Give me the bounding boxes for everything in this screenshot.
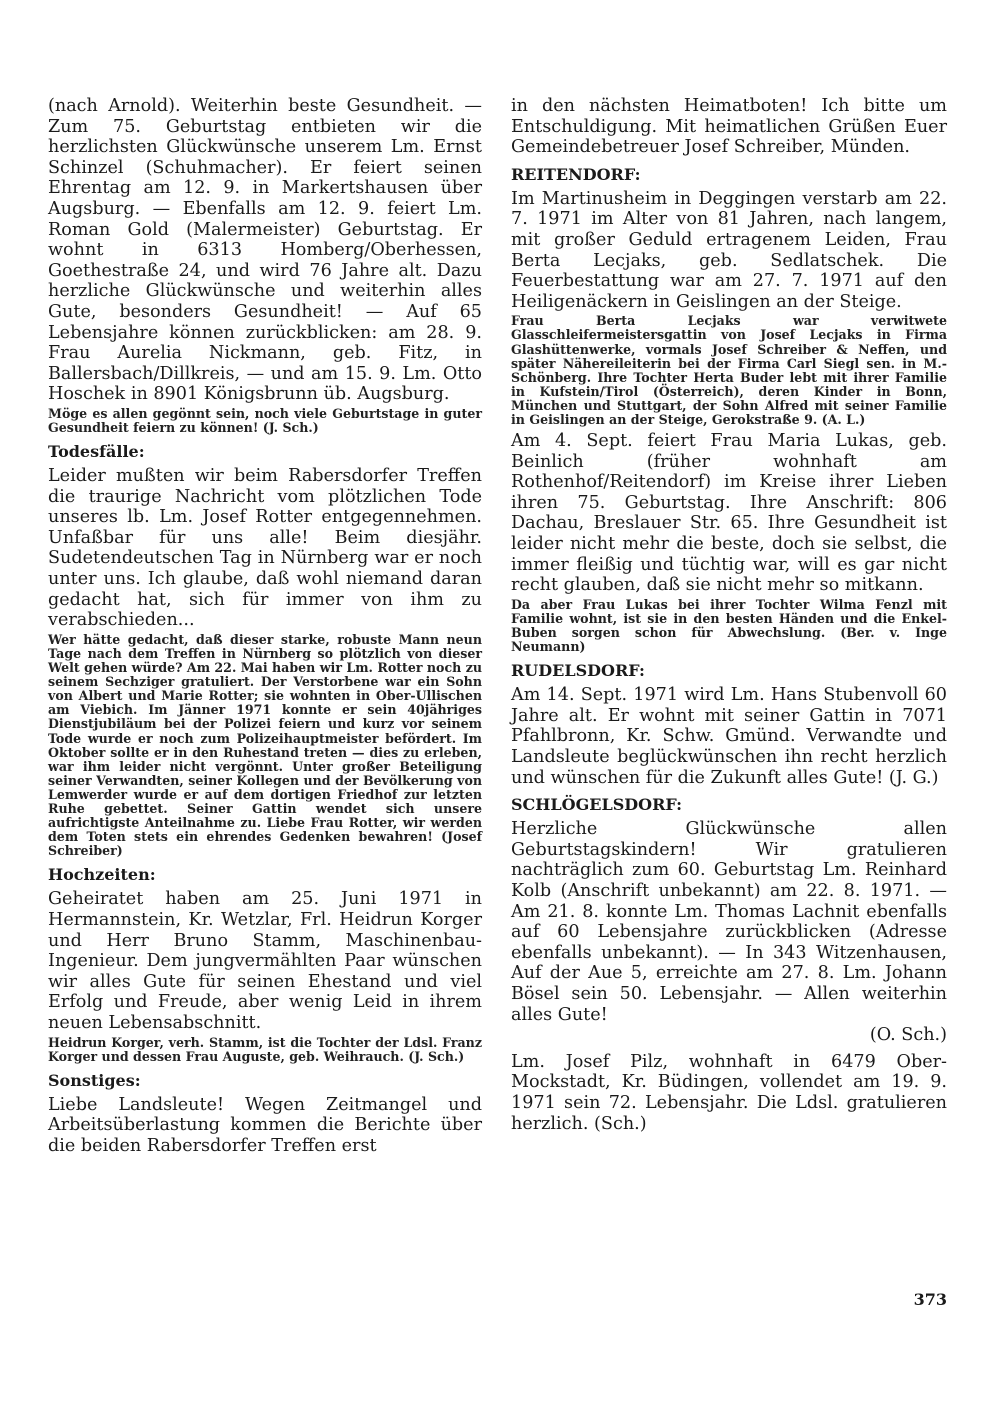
paragraph-reitendorf-1: Im Martinusheim in Deggingen verstarb am 22. 7. 1971 im Alter von 81 Jahren, nach langem, mit großer Geduld ertragenem Leiden, Frau Berta Lecjaks, geb. Sedlatschek. Die Feuerbestattung war am 27. 7. 1971 auf den Heiligenäckern in Geislingen an der Steige. <box>511 188 947 312</box>
signature-schloegelsdorf-1: (O. Sch.) <box>869 1025 947 1046</box>
note-hochzeiten: Heidrun Korger, verh. Stamm, ist die Tochter der Ldsl. Franz Korger und dessen Frau Auguste, geb. Weihrauch. (J. Sch.) <box>48 1034 482 1064</box>
paragraph-todesfaelle: Leider mußten wir beim Rabersdorfer Treffen die traurige Nachricht vom plötzlichen Tode unseres lb. Lm. Josef Rotter entgegennehmen. Unfaßbar für uns alle! Beim diesjähr. Sudetendeutschen Tag in Nürnberg war er noch unter uns. Ich glaube, daß wohl niemand daran gedacht hat, sich für immer von ihm zu verabschieden... <box>48 466 482 631</box>
left-column <box>48 96 482 1156</box>
heading-hochzeiten: Hochzeiten: <box>48 865 156 885</box>
heading-schloegelsdorf: SCHLÖGELSDORF: <box>511 795 683 815</box>
heading-sonstiges: Sonstiges: <box>48 1070 141 1090</box>
paragraph-schloegelsdorf-1: Herzliche Glückwünsche allen Geburtstagskindern! Wir gratulieren nachträglich zum 60. Geburtstag Lm. Reinhard Kolb (Anschrift unbekannt) am 22. 8. 1971. — Am 21. 8. konnte Lm. Thomas Lachnit ebenfalls auf 60 Lebensjahre zurückblicken (Adresse ebenfalls unbekannt). — In 343 Witzenhausen, Auf der Aue 5, erreichte am 27. 8. Lm. Johann Bösel sein 50. Lebensjahr. — Allen weiterhin alles Gute! <box>511 819 947 1025</box>
heading-reitendorf: REITENDORF: <box>511 164 641 184</box>
paragraph-sonstiges-continued: in den nächsten Heimatboten! Ich bitte um Entschuldigung. Mit heimatlichen Grüßen Euer Gemeindebetreuer Josef Schreiber, Münden. <box>511 96 947 158</box>
note-reitendorf-1: Frau Berta Lecjaks war verwitwete Glasschleifermeistersgattin von Josef Lecjaks in Firma Glashüttenwerke, vormals Josef Schreiber & Neffen, und später Nähereileiterin bei der Firma Carl Siegl sen. in M.-Schönberg. Ihre Tochter Herta Buder lebt mit ihrer Familie in Kufstein/Tirol (Österreich), deren Kinder in Bonn, München und Stuttgart, der Sohn Alfred mit seiner Familie in Geislingen an der Steige, Gerokstraße 9. (A. L.) <box>511 313 947 427</box>
paragraph-birthdays-continued: (nach Arnold). Weiterhin beste Gesundheit. — Zum 75. Geburtstag entbieten wir die herzlichsten Glückwünsche unserem Lm. Ernst Schinzel (Schuhmacher). Er feiert seinen Ehrentag am 12. 9. in Markertshausen über Augsburg. — Ebenfalls am 12. 9. feiert Lm. Roman Gold (Malermeister) Geburtstag. Er wohnt in 6313 Homberg/Oberhessen, Goethestraße 24, und wird 76 Jahre alt. Dazu herzliche Glückwünsche und weiterhin alles Gute, besonders Gesundheit! — Auf 65 Lebensjahre können zurückblicken: am 28. 9. Frau Aurelia Nickmann, geb. Fitz, in Ballersbach/Dillkreis, — und am 15. 9. Lm. Otto Hoschek in 8901 Königsbrunn üb. Augsburg. <box>48 96 482 405</box>
heading-todesfaelle: Todesfälle: <box>48 442 145 462</box>
note-birthdays: Möge es allen gegönnt sein, noch viele Geburtstage in guter Gesundheit feiern zu können! (J. Sch.) <box>48 405 482 435</box>
paragraph-rudelsdorf: Am 14. Sept. 1971 wird Lm. Hans Stubenvoll 60 Jahre alt. Er wohnt mit seiner Gattin in 7071 Pfahlbronn, Kr. Schw. Gmünd. Verwandte und Landsleute beglückwünschen ihn recht herzlich und wünschen für die Zukunft alles Gute! (J. G.) <box>511 685 947 788</box>
paragraph-reitendorf-2: Am 4. Sept. feiert Frau Maria Lukas, geb. Beinlich (früher wohnhaft am Rothenhof/Reitendorf) im Kreise ihrer Lieben ihren 75. Geburtstag. Ihre Anschrift: 806 Dachau, Breslauer Str. 65. Ihre Gesundheit ist leider nicht mehr die beste, doch sie selbst, die immer fleißig und tüchtig war, will es gar nicht recht glauben, daß sie nicht mehr so mitkann. <box>511 431 947 596</box>
paragraph-hochzeiten: Geheiratet haben am 25. Juni 1971 in Hermannstein, Kr. Wetzlar, Frl. Heidrun Korger und Herr Bruno Stamm, Maschinenbau-Ingenieur. Dem jungvermählten Paar wünschen wir alles Gute für seinen Ehestand und viel Erfolg und Freude, aber wenig Leid in ihrem neuen Lebensabschnitt. <box>48 889 482 1033</box>
heading-rudelsdorf: RUDELSDORF: <box>511 661 645 681</box>
page-number: 373 <box>913 1290 947 1309</box>
note-todesfaelle: Wer hätte gedacht, daß dieser starke, robuste Mann neun Tage nach dem Treffen in Nürnberg so plötzlich von dieser Welt gehen würde? Am 22. Mai haben wir Lm. Rotter noch zu seinem Sechziger gratuliert. Der Verstorbene war ein Sohn von Albert und Marie Rotter; sie wohnten in Ober-Ullischen am Viebich. Im Jänner 1971 konnte er sein 40jähriges Dienstjubiläum bei der Polizei feiern und kurz vor seinem Tode wurde er noch zum Polizeihauptmeister befördert. Im Oktober sollte er in den Ruhestand treten — dies zu erleben, war ihm leider nicht vergönnt. Unter großer Beteiligung seiner Verwandten, seiner Kollegen und der Bevölkerung von Lemwerder wurde er auf dem dortigen Friedhof zur letzten Ruhe gebettet. Seiner Gattin wendet sich unsere aufrichtigste Anteilnahme zu. Liebe Frau Rotter, wir werden dem Toten stets ein ehrendes Gedenken bewahren! (Josef Schreiber) <box>48 631 482 859</box>
right-column <box>511 96 947 1134</box>
paragraph-schloegelsdorf-2: Lm. Josef Pilz, wohnhaft in 6479 Ober-Mockstadt, Kr. Büdingen, vollendet am 19. 9. 1971 sein 72. Lebensjahr. Die Ldsl. gratulieren herzlich. (Sch.) <box>511 1051 947 1134</box>
paragraph-sonstiges: Liebe Landsleute! Wegen Zeitmangel und Arbeitsüberlastung kommen die Berichte über die beiden Rabersdorfer Treffen erst <box>48 1094 482 1156</box>
note-reitendorf-2: Da aber Frau Lukas bei ihrer Tochter Wilma Fenzl mit Familie wohnt, ist sie in den besten Händen und die Enkel-Buben sorgen schon für Abwechslung. (Ber. v. Inge Neumann) <box>511 596 947 655</box>
